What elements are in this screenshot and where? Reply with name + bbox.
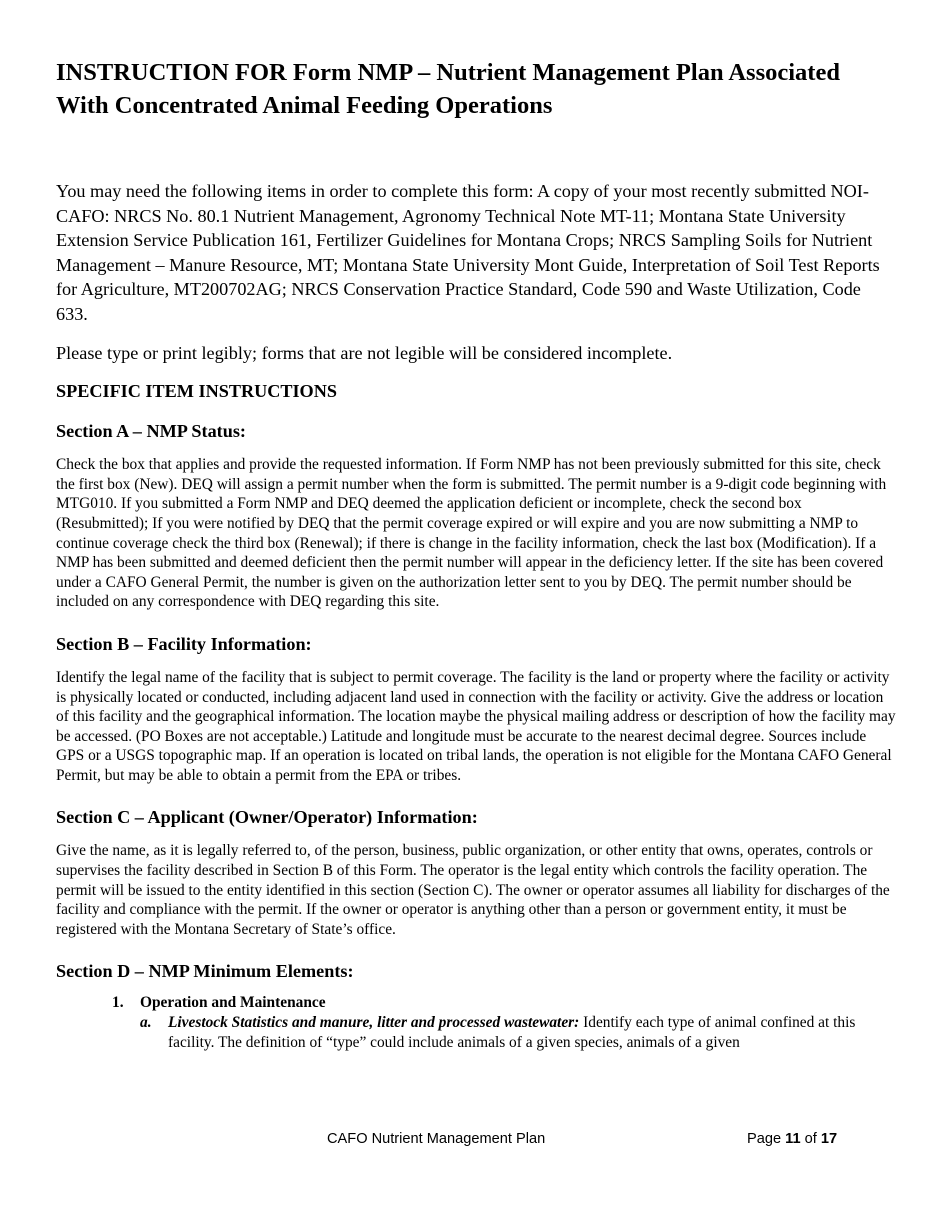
document-page	[56, 56, 896, 1052]
sub-item-livestock-statistics	[56, 1013, 896, 1052]
section-c-heading: Section C – Applicant (Owner/Operator) Information:	[56, 807, 478, 828]
intro-paragraph: You may need the following items in order to complete this form: A copy of your most recently submitted NOI-CAFO: NRCS No. 80.1 Nutrient Management, Agronomy Technical Note MT-11; Montana State University Extension Service Publication 161, Fertilizer Guidelines for Montana Crops; NRCS Sampling Soils for Nutrient Management – Manure Resource, MT; Montana State University Mont Guide, Interpretation of Soil Test Reports for Agriculture, MT200702AG; NRCS Conservation Practice Standard, Code 590 and Waste Utilization, Code 633.	[56, 181, 880, 324]
section-a-body: Check the box that applies and provide the requested information. If Form NMP has not been previously submitted for this site, check the first box (New). DEQ will assign a permit number when the form is submitted. The permit number is a 9-digit code beginning with MTG010. If you submitted a Form NMP and DEQ deemed the application deficient or incomplete, check the second box (Resubmitted); If you were notified by DEQ that the permit coverage expired or will expire and you are now submitting a NMP to continue coverage check the third box (Renewal); if there is change in the facility information, check the last box (Modification). If a NMP has been submitted and deemed deficient then the permit number will appear in the deficiency letter. If the site has been covered under a CAFO General Permit, the number is given on the authorization letter sent to you by DEQ. The permit number should be included on any correspondence with DEQ regarding this site.	[56, 456, 887, 611]
section-a-heading: Section A – NMP Status:	[56, 421, 246, 442]
page-footer	[0, 1131, 950, 1153]
of-word: of	[804, 1131, 817, 1147]
sub-item-lead: Livestock Statistics and manure, litter and processed wastewater:	[168, 1014, 580, 1032]
section-d-heading: Section D – NMP Minimum Elements:	[56, 961, 354, 982]
section-b-body: Identify the legal name of the facility that is subject to permit coverage. The facility is the land or property where the facility or activity is physically located or conducted, including adjacent land used in connection with the facility or activity. Give the address or location of this facility and the geographical information. The location maybe the physical mailing address or description of how the facility may be accessed. (PO Boxes are not acceptable.) Latitude and longitude must be accurate to the nearest decimal degree. Sources include GPS or a USGS topographic map. If an operation is located on tribal lands, the operation is not eligible for the Montana CAFO General Permit, but may be able to obtain a permit from the EPA or tribes.	[56, 668, 896, 784]
footer-title: CAFO Nutrient Management Plan	[327, 1131, 546, 1147]
section-c-body: Give the name, as it is legally referred to, of the person, business, public organization, or other entity that owns, operates, controls or supervises the facility described in Section B of this Form. The operator is the legal entity which controls the facility operation. The permit will be issued to the entity identified in this section (Section C). The owner or operator assumes all liability for discharges of the facility and compliance with the permit. If the owner or operator is anything other than a person or government entity, it must be registered with the Montana Secretary of State’s office.	[56, 842, 890, 938]
list-item-operation-maintenance	[56, 993, 896, 1013]
list-label: Operation and Maintenance	[140, 994, 326, 1012]
page-current: 11	[785, 1131, 801, 1147]
page-total: 17	[820, 1131, 838, 1147]
page-word: Page	[747, 1131, 782, 1147]
legibility-note: Please type or print legibly; forms that are not legible will be considered incomplete.	[56, 342, 673, 363]
document-title: INSTRUCTION FOR Form NMP – Nutrient Management Plan Associated With Concentrated Animal Feeding Operations	[56, 59, 840, 119]
sub-item-body: Identify each type of animal confined at this facility. The definition of “type” could include animals of a given species, animals of a given	[168, 1014, 856, 1051]
page-number	[747, 1131, 837, 1147]
list-number: 1.	[112, 994, 124, 1012]
specific-instructions-heading: SPECIFIC ITEM INSTRUCTIONS	[56, 381, 337, 402]
sub-item-letter: a.	[140, 1014, 152, 1032]
section-b-heading: Section B – Facility Information:	[56, 633, 312, 654]
